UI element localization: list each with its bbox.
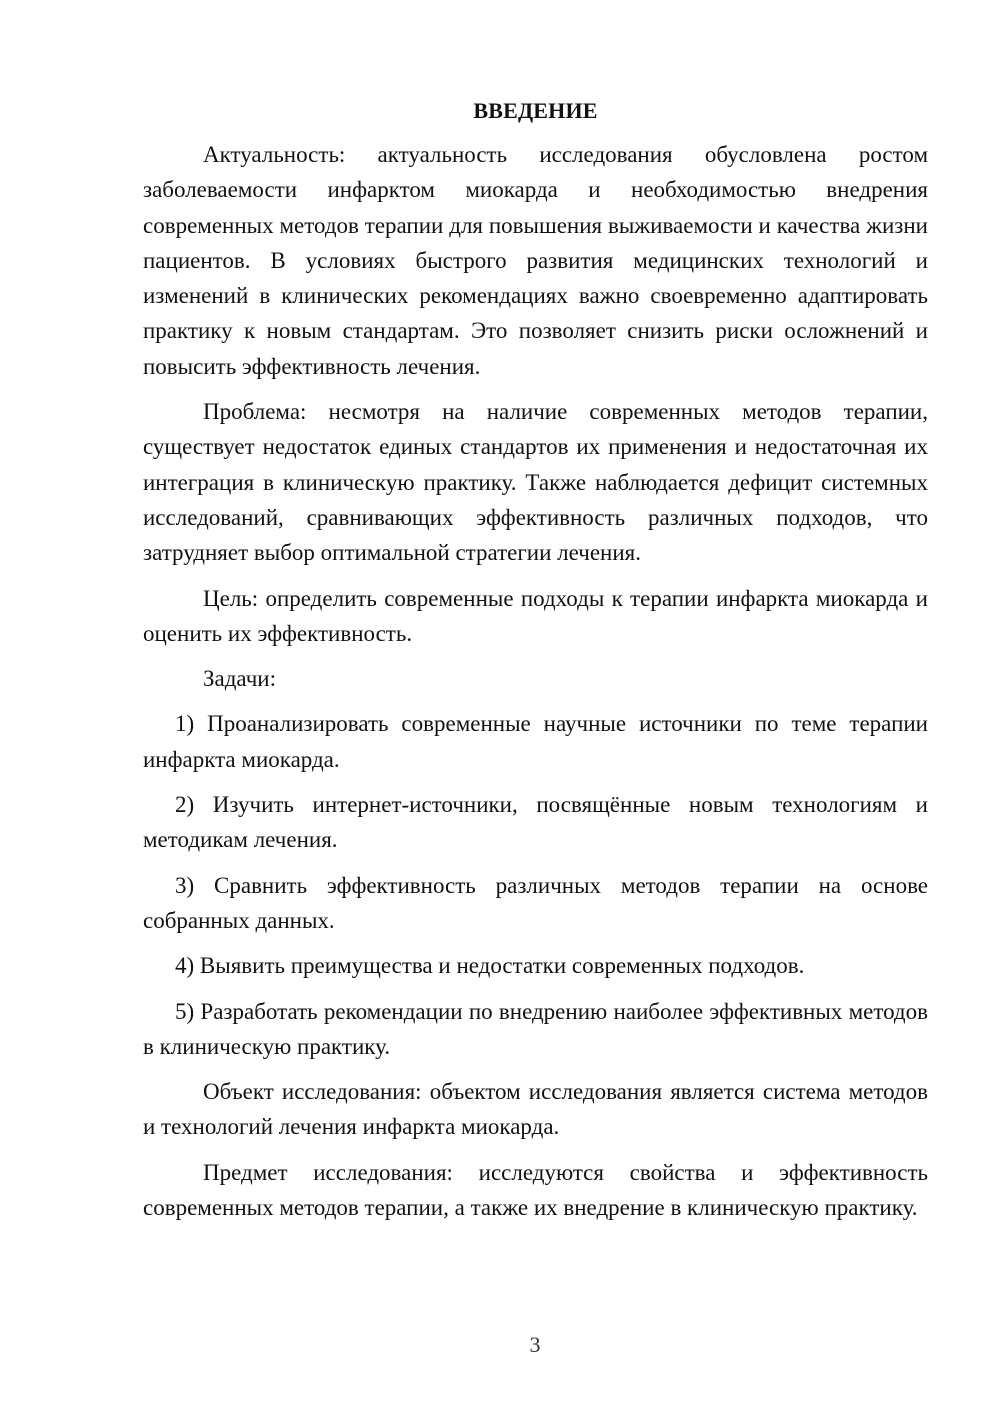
- paragraph-object: Объект исследования: объектом исследования является система методов и технологий лечения инфаркта миокарда.: [143, 1079, 928, 1140]
- list-item: 2) Изучить интернет-источники, посвящённые новым технологиям и методикам лечения.: [143, 792, 928, 853]
- section-heading: ВВЕДЕНИЕ: [473, 98, 598, 123]
- list-item: 1) Проанализировать современные научные источники по теме терапии инфаркта миокарда.: [143, 711, 928, 772]
- paragraph-goal: Цель: определить современные подходы к терапии инфаркта миокарда и оценить их эффективность.: [143, 585, 928, 646]
- paragraph-problem: Проблема: несмотря на наличие современных методов терапии, существует недостаток единых стандартов их применения и недостаточная их интеграция в клиническую практику. Также наблюдается дефицит системных исследований, сравнивающих эффективность различных подходов, что затрудняет выбор оптимальной стратегии лечения.: [143, 399, 928, 566]
- list-item: 4) Выявить преимущества и недостатки современных подходов.: [175, 953, 805, 979]
- paragraph-relevance: Актуальность: актуальность исследования обусловлена ростом заболеваемости инфарктом миокарда и необходимостью внедрения современных методов терапии для повышения выживаемости и качества жизни пациентов. В условиях быстрого развития медицинских технологий и изменений в клинических рекомендациях важно своевременно адаптировать практику к новым стандартам. Это позволяет снизить риски осложнений и повысить эффективность лечения.: [143, 142, 928, 379]
- tasks-list: [143, 706, 928, 1064]
- tasks-label: Задачи:: [203, 666, 276, 692]
- page-content: [143, 96, 928, 1235]
- list-item: 3) Сравнить эффективность различных методов терапии на основе собранных данных.: [143, 872, 928, 933]
- paragraph-subject: Предмет исследования: исследуются свойства и эффективность современных методов терапии, а также их внедрение в клиническую практику.: [143, 1159, 928, 1221]
- list-item: 5) Разработать рекомендации по внедрению наиболее эффективных методов в клиническую практику.: [143, 998, 928, 1059]
- page-number: 3: [529, 1332, 541, 1357]
